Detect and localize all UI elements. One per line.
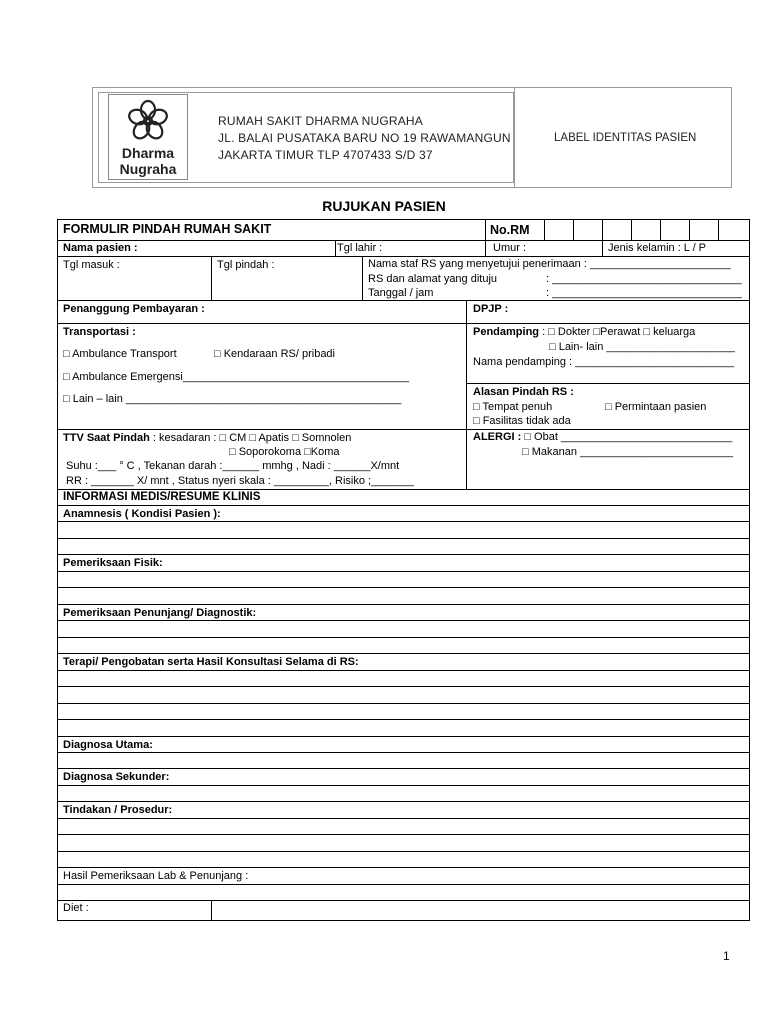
terapi-label: Terapi/ Pengobatan serta Hasil Konsultasi Selama di RS: — [63, 656, 359, 668]
informasi-medis-heading: INFORMASI MEDIS/RESUME KLINIS — [63, 491, 261, 503]
pendamping-row — [473, 326, 695, 338]
alergi-label: ALERGI : — [473, 431, 522, 443]
ttv-suhu-line[interactable]: Suhu :___ ° C , Tekanan darah :______ mmhg , Nadi : ______X/mnt — [66, 460, 400, 472]
anamnesis-label: Anamnesis ( Kondisi Pasien ): — [63, 508, 221, 520]
pendamping-label: Pendamping — [473, 326, 540, 338]
umur-label: Umur : — [493, 242, 526, 254]
transportasi-label: Transportasi : — [63, 326, 136, 338]
pemeriksaan-fisik-label: Pemeriksaan Fisik: — [63, 557, 163, 569]
tempat-penuh-option[interactable]: □ Tempat penuh — [473, 401, 553, 413]
alergi-row — [473, 431, 732, 443]
diagnosa-sekunder-label: Diagnosa Sekunder: — [63, 771, 170, 783]
diet-label: Diet : — [63, 902, 89, 914]
lain-lain-option[interactable]: □ Lain – lain _____________________________________________ — [63, 393, 402, 405]
jenis-kelamin-label: Jenis kelamin : L / P — [608, 242, 707, 254]
hospital-city-phone: JAKARTA TIMUR TLP 4707433 S/D 37 — [218, 148, 433, 162]
staf-rs-label: Nama staf RS yang menyetujui penerimaan : _______________________ — [368, 258, 731, 270]
ttv-kesadaran-options[interactable]: : kesadaran : □ CM □ Apatis □ Somnolen — [149, 432, 352, 444]
pendamping-options[interactable]: : □ Dokter □Perawat □ keluarga — [539, 326, 696, 338]
tgl-masuk-label: Tgl masuk : — [63, 259, 120, 271]
hasil-lab-label: Hasil Pemeriksaan Lab & Penunjang : — [63, 870, 249, 882]
ambulance-transport-option[interactable]: □ Ambulance Transport — [63, 348, 177, 360]
hospital-logo — [108, 94, 188, 180]
nama-pendamping-field[interactable]: Nama pendamping : __________________________ — [473, 356, 735, 368]
ttv-label: TTV Saat Pindah — [63, 432, 150, 444]
ambulance-emergensi-option[interactable]: □ Ambulance Emergensi_____________________________________ — [63, 371, 410, 383]
ttv-row — [63, 432, 351, 444]
hospital-address: JL. BALAI PUSATAKA BARU NO 19 RAWAMANGUN — [218, 131, 511, 145]
logo-text-dharma: Dharma — [121, 145, 175, 161]
diagnosa-utama-label: Diagnosa Utama: — [63, 739, 153, 751]
page-title: RUJUKAN PASIEN — [322, 198, 446, 214]
tanggal-jam-label: Tanggal / jam — [368, 287, 434, 299]
alasan-pindah-label: Alasan Pindah RS : — [473, 386, 574, 398]
permintaan-pasien-option[interactable]: □ Permintaan pasien — [605, 401, 707, 413]
logo-text-nugraha: Nugraha — [119, 161, 177, 177]
penanggung-label: Penanggung Pembayaran : — [63, 303, 205, 315]
flower-logo-icon — [109, 97, 187, 147]
kendaraan-rs-option[interactable]: □ Kendaraan RS/ pribadi — [214, 348, 335, 360]
ttv-sopor-options[interactable]: □ Soporokoma □Koma — [229, 446, 340, 458]
dpjp-label: DPJP : — [473, 303, 509, 315]
no-rm-label: No.RM — [490, 223, 530, 237]
tanggal-jam-field[interactable]: : _______________________________ — [546, 287, 742, 299]
patient-label-text: LABEL IDENTITAS PASIEN — [554, 132, 697, 144]
tindakan-label: Tindakan / Prosedur: — [63, 804, 173, 816]
fasilitas-option[interactable]: □ Fasilitas tidak ada — [473, 415, 571, 427]
page-number: 1 — [723, 949, 730, 963]
tgl-pindah-label: Tgl pindah : — [217, 259, 275, 271]
pendamping-lain-option[interactable]: □ Lain- lain _____________________ — [549, 341, 735, 353]
form-title: FORMULIR PINDAH RUMAH SAKIT — [63, 222, 272, 236]
hospital-name: RUMAH SAKIT DHARMA NUGRAHA — [218, 114, 424, 128]
rs-alamat-label: RS dan alamat yang dituju — [368, 273, 498, 285]
rs-alamat-field[interactable]: : _______________________________ — [546, 273, 742, 285]
alergi-obat-field[interactable]: □ Obat ____________________________ — [521, 431, 733, 443]
alergi-makanan-field[interactable]: □ Makanan _________________________ — [522, 446, 733, 458]
tgl-lahir-label: Tgl lahir : — [337, 242, 383, 254]
nama-pasien-label: Nama pasien : — [63, 242, 138, 254]
pemeriksaan-penunjang-label: Pemeriksaan Penunjang/ Diagnostik: — [63, 607, 257, 619]
ttv-rr-line[interactable]: RR : _______ X/ mnt , Status nyeri skala : _________, Risiko ;_______ — [66, 475, 414, 487]
